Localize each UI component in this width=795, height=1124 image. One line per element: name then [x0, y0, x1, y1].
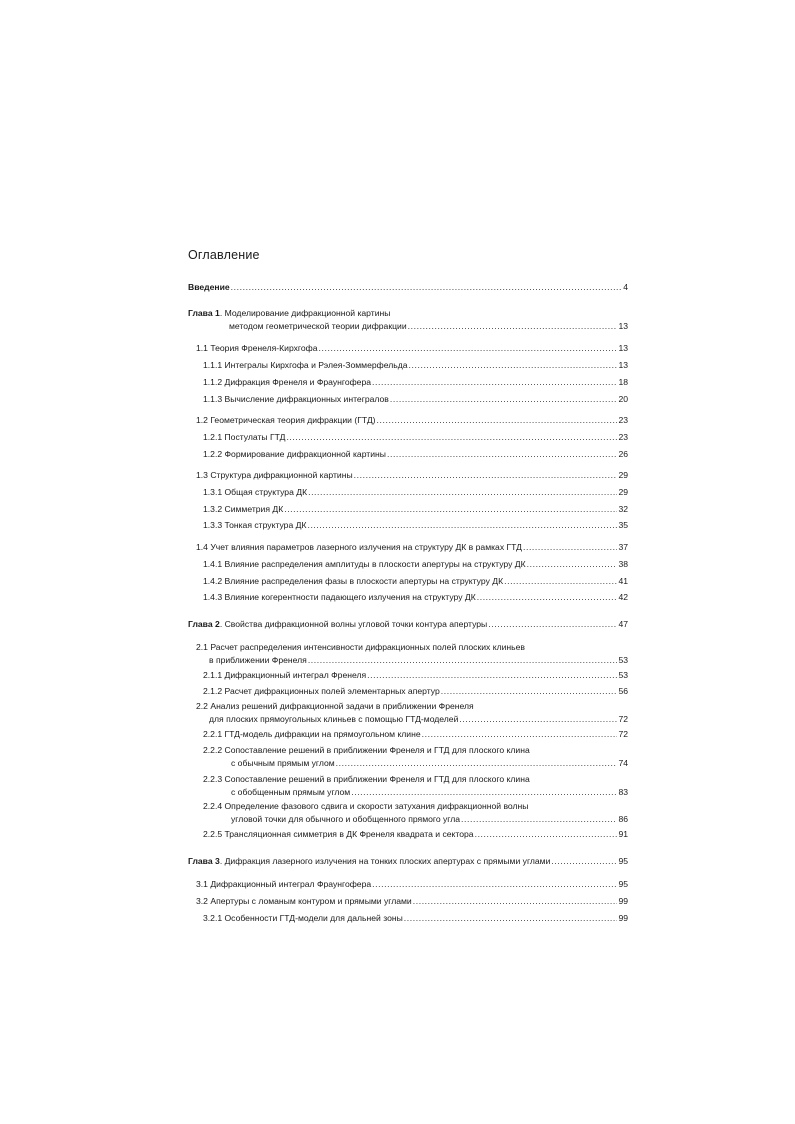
toc-page-number: 18 [618, 377, 628, 387]
toc-entry-line [188, 281, 628, 294]
toc-entry-line [203, 773, 628, 786]
toc-entry-title: для плоских прямоугольных клиньев с помощью ГТД-моделей [209, 713, 459, 724]
toc-entry-text [231, 813, 460, 826]
toc-entry-line [203, 431, 628, 444]
toc-section-entry [203, 773, 628, 798]
toc-entry-line [203, 685, 628, 698]
toc-page-number: 72 [618, 713, 628, 724]
toc-entry-title: 2.2.3 Сопоставление решений в приближении Френеля и ГТД для плоского клина [203, 774, 530, 784]
dot-leader [308, 654, 618, 667]
dot-leader [387, 448, 617, 461]
toc-entry-text [209, 654, 307, 667]
toc-entry-line [203, 376, 628, 389]
toc-section-entry [203, 800, 628, 825]
toc-entry-line [203, 591, 628, 604]
toc-chapter-label: Глава 3 [188, 856, 220, 866]
toc-entry-text [231, 757, 335, 770]
toc-page-number: 83 [618, 786, 628, 797]
toc-entry-title: 2.2.2 Сопоставление решений в приближении Френеля и ГТД для плоского клина [203, 745, 530, 755]
toc-title: Оглавление [188, 248, 260, 262]
toc-page-number: 86 [618, 813, 628, 824]
dot-leader [459, 713, 617, 726]
toc-section-entry [203, 744, 628, 769]
dot-leader [377, 414, 618, 427]
toc-section-entry [196, 641, 628, 666]
toc-page-number: 95 [618, 879, 628, 889]
toc-entry-line [196, 895, 628, 908]
toc-entry-line [188, 320, 628, 333]
toc-entry-text [203, 669, 366, 682]
toc-page-number: 20 [618, 394, 628, 404]
toc-entry-text [209, 713, 458, 726]
toc-entry-title: 1.4 Учет влияния параметров лазерного излучения на структуру ДК в рамках ГТД [196, 542, 522, 552]
dot-leader [475, 828, 618, 841]
toc-entry-text [203, 591, 476, 604]
dot-leader [523, 541, 617, 554]
toc-section-entry [203, 575, 628, 588]
toc-entry-title: 1.3.3 Тонкая структура ДК [203, 520, 307, 530]
toc-section-entry [203, 519, 628, 532]
dot-leader [231, 281, 623, 294]
toc-section-entry [203, 669, 628, 682]
toc-section-entry [196, 541, 628, 554]
toc-chapter-entry [188, 855, 628, 868]
dot-leader [367, 669, 617, 682]
toc-page-number: 29 [618, 470, 628, 480]
toc-page-number: 99 [618, 913, 628, 923]
toc-entry-title: 1.2 Геометрическая теория дифракции (ГТД) [196, 415, 376, 425]
toc-entry-title: 2.1 Расчет распределения интенсивности дифракционных полей плоских клиньев [196, 642, 525, 652]
toc-entry-title: 3.2.1 Особенности ГТД-модели для дальней зоны [203, 913, 403, 923]
toc-entry-line [203, 828, 628, 841]
toc-page-number: 99 [618, 896, 628, 906]
dot-leader [504, 575, 617, 588]
toc-page-number: 23 [618, 415, 628, 425]
toc-chapter-entry [188, 281, 628, 294]
toc-section-entry [203, 431, 628, 444]
toc-page-number: 41 [618, 576, 628, 586]
dot-leader [461, 813, 617, 826]
toc-entry-text [203, 486, 307, 499]
toc-entry-line [196, 700, 628, 713]
toc-entry-text [203, 685, 440, 698]
toc-entry-line [203, 503, 628, 516]
dot-leader [551, 855, 617, 868]
toc-entry-text [203, 503, 283, 516]
toc-entry-text [196, 701, 474, 711]
dot-leader [527, 558, 618, 571]
toc-page-number: 37 [618, 542, 628, 552]
toc-entry-text [203, 448, 386, 461]
toc-entry-text [188, 281, 230, 294]
toc-page-number: 35 [618, 520, 628, 530]
dot-leader [351, 786, 617, 799]
dot-leader [307, 519, 617, 532]
toc-page-number: 29 [618, 487, 628, 497]
toc-entry-line [203, 757, 628, 770]
toc-entry-title: 1.4.2 Влияние распределения фазы в плоскости апертуры на структуру ДК [203, 576, 504, 586]
toc-page-number: 72 [618, 729, 628, 739]
toc-entry-text [203, 728, 421, 741]
toc-entry-title: 1.1.1 Интегралы Кирхгофа и Рэлея-Зоммерфельда [203, 360, 408, 370]
toc-section-entry [196, 895, 628, 908]
toc-entry-title: методом геометрической теории дифракции [229, 320, 407, 331]
toc-entry-title: 2.1.2 Расчет дифракционных полей элементарных апертур [203, 686, 440, 696]
toc-entry-line [196, 878, 628, 891]
toc-entry-title: 3.2 Апертуры с ломаным контуром и прямыми углами [196, 896, 412, 906]
toc-page-number: 4 [623, 282, 628, 292]
toc-entry-line [203, 558, 628, 571]
toc-entry-text [203, 359, 408, 372]
toc-entry-line [203, 359, 628, 372]
toc-entry-text [196, 342, 318, 355]
toc-entry-title: 1.1.2 Дифракция Френеля и Фраунгофера [203, 377, 372, 387]
toc-chapter-label: Введение [188, 282, 230, 292]
toc-entry-line [203, 669, 628, 682]
toc-page-number: 38 [618, 559, 628, 569]
dot-leader [284, 503, 617, 516]
toc-entry-line [196, 541, 628, 554]
toc-entry-line [203, 728, 628, 741]
toc-section-entry [203, 685, 628, 698]
toc-entry-line [196, 654, 628, 667]
toc-entry-text [203, 828, 474, 841]
toc-page-number: 74 [618, 757, 628, 768]
toc-page-number: 26 [618, 449, 628, 459]
toc-section-entry [196, 469, 628, 482]
toc-entry-text [203, 431, 285, 444]
toc-entry-line [203, 786, 628, 799]
toc-section-entry [203, 728, 628, 741]
toc-page-number: 42 [618, 592, 628, 602]
toc-chapter-entry [188, 307, 628, 332]
toc-section-entry [196, 414, 628, 427]
toc-page-number: 53 [618, 654, 628, 665]
toc-entry-title: . Моделирование дифракционной картины [219, 308, 391, 318]
toc-entry-text [203, 745, 530, 755]
toc-chapter-label: Глава 2 [188, 619, 220, 629]
toc-entry-text [203, 575, 503, 588]
toc-entry-text [196, 541, 522, 554]
toc-entry-title: с обычным прямым углом [231, 757, 335, 768]
toc-page-number: 13 [618, 343, 628, 353]
dot-leader [422, 728, 618, 741]
toc-entry-title: . Дифракция лазерного излучения на тонких плоских апертурах с прямыми углами [219, 856, 551, 866]
toc-entry-line [203, 486, 628, 499]
toc-section-entry [203, 376, 628, 389]
dot-leader [390, 393, 618, 406]
toc-entry-line [196, 469, 628, 482]
toc-entry-line [196, 414, 628, 427]
toc-entry-text [203, 912, 403, 925]
toc-entry-title: 1.3.1 Общая структура ДК [203, 487, 308, 497]
toc-entry-line [203, 912, 628, 925]
dot-leader [408, 320, 618, 333]
dot-leader [404, 912, 618, 925]
toc-entry-line [203, 393, 628, 406]
toc-page-number: 13 [618, 320, 628, 331]
toc-entry-text [203, 801, 528, 811]
toc-entry-title: 3.1 Дифракционный интеграл Фраунгофера [196, 879, 372, 889]
toc-entry-text [203, 376, 371, 389]
dot-leader [308, 486, 617, 499]
toc-entry-text [203, 558, 526, 571]
toc-page-number: 23 [618, 432, 628, 442]
toc-entry-text [196, 469, 353, 482]
toc-entry-line [203, 744, 628, 757]
toc-section-entry [203, 393, 628, 406]
toc-entry-title: угловой точки для обычного и обобщенного прямого угла [231, 813, 461, 824]
toc-entry-title: 1.1 Теория Френеля-Кирхгофа [196, 343, 318, 353]
toc-section-entry [203, 558, 628, 571]
toc-chapter-label: Глава 1 [188, 308, 220, 318]
toc-entry-title: 1.4.3 Влияние когерентности падающего излучения на структуру ДК [203, 592, 476, 602]
dot-leader [354, 469, 618, 482]
toc-entry-title: 2.1.1 Дифракционный интеграл Френеля [203, 670, 367, 680]
dot-leader [477, 591, 618, 604]
toc-section-entry [203, 503, 628, 516]
toc-section-entry [203, 486, 628, 499]
toc-section-entry [203, 591, 628, 604]
dot-leader [372, 878, 617, 891]
toc-entry-text [231, 786, 350, 799]
toc-section-entry [196, 342, 628, 355]
dot-leader [413, 895, 618, 908]
dot-leader [286, 431, 617, 444]
toc-entry-text [203, 393, 389, 406]
toc-entry-line [188, 307, 628, 320]
toc-page-number: 53 [618, 670, 628, 680]
toc-entry-text [196, 414, 376, 427]
toc-entry-line [188, 855, 628, 868]
toc-entry-title: 2.2 Анализ решений дифракционной задачи в приближении Френеля [196, 701, 474, 711]
dot-leader [441, 685, 618, 698]
toc-section-entry [203, 448, 628, 461]
toc-entry-text [188, 618, 487, 631]
toc-section-entry [196, 878, 628, 891]
toc-entry-line [196, 713, 628, 726]
toc-entry-title: 1.2.1 Постулаты ГТД [203, 432, 286, 442]
toc-entry-text [196, 895, 412, 908]
toc-page-number: 13 [618, 360, 628, 370]
toc-entry-text [188, 308, 390, 318]
toc-entry-text [203, 774, 530, 784]
toc-entry-title: 1.4.1 Влияние распределения амплитуды в плоскости апертуры на структуру ДК [203, 559, 526, 569]
toc-page-number: 32 [618, 504, 628, 514]
dot-leader [319, 342, 618, 355]
toc-entry-title: 1.2.2 Формирование дифракционной картины [203, 449, 386, 459]
toc-entry-line [188, 618, 628, 631]
toc-entry-title: 2.2.5 Трансляционная симметрия в ДК Френеля квадрата и сектора [203, 829, 474, 839]
toc-page-number: 47 [618, 619, 628, 629]
dot-leader [336, 757, 618, 770]
toc-entry-text [196, 878, 371, 891]
toc-entry-title: 2.2.4 Определение фазового сдвига и скорости затухания дифракционной волны [203, 801, 529, 811]
toc-entry-title: в приближении Френеля [209, 654, 307, 665]
dot-leader [372, 376, 617, 389]
toc-page-number: 95 [618, 856, 628, 866]
toc-page-number: 56 [618, 686, 628, 696]
toc-section-entry [203, 828, 628, 841]
toc-entry-text [188, 855, 550, 868]
toc-entry-text [196, 642, 525, 652]
toc-entry-text [203, 519, 306, 532]
toc-chapter-entry [188, 618, 628, 631]
toc-entry-title: 1.1.3 Вычисление дифракционных интегралов [203, 394, 389, 404]
toc-entry-text [229, 320, 407, 333]
toc-entry-title: с обобщенным прямым углом [231, 786, 351, 797]
toc-entry-title: 1.3.2 Симметрия ДК [203, 504, 284, 514]
toc-entry-line [203, 813, 628, 826]
dot-leader [409, 359, 618, 372]
toc-entry-title: 1.3 Структура дифракционной картины [196, 470, 353, 480]
toc-entry-title: . Свойства дифракционной волны угловой точки контура апертуры [219, 619, 488, 629]
dot-leader [488, 618, 617, 631]
toc-entry-line [203, 519, 628, 532]
toc-page-number: 91 [618, 829, 628, 839]
toc-section-entry [203, 359, 628, 372]
toc-entry-line [196, 342, 628, 355]
toc-entry-line [203, 448, 628, 461]
toc-entry-line [196, 641, 628, 654]
toc-entry-line [203, 575, 628, 588]
toc-section-entry [196, 700, 628, 725]
toc-section-entry [203, 912, 628, 925]
toc-entry-line [203, 800, 628, 813]
toc-entry-title: 2.2.1 ГТД-модель дифракции на прямоугольном клине [203, 729, 421, 739]
